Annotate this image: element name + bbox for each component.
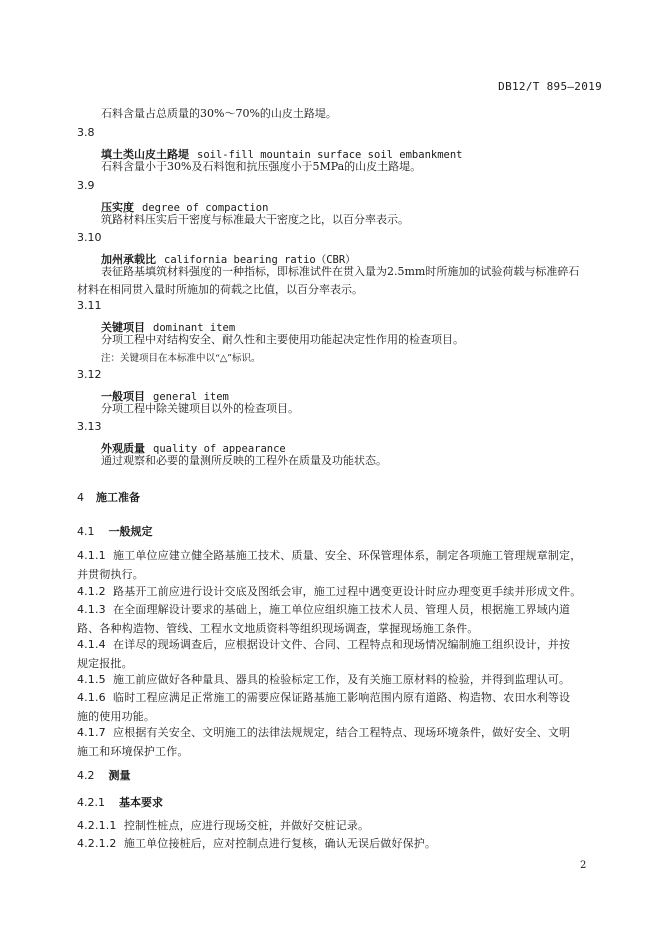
term-chinese: 加州承载比 [101, 253, 156, 266]
section-heading [77, 523, 153, 539]
clause [77, 671, 597, 690]
term-english: quality of appearance [153, 443, 286, 455]
clause-text: 控制性桩点，应进行现场交桩，并做好交桩记录。 [123, 819, 370, 832]
term-definition: 分项工程中对结构安全、耐久性和主要使用功能起决定性作用的检查项目。 [101, 333, 464, 346]
definition-continuation: 石料含量占总质量的30%～70%的山皮土路堤。 [101, 107, 337, 120]
clause-text-cont: 施的使用功能。 [77, 709, 156, 723]
clause [77, 583, 597, 602]
term-english: degree of compaction [142, 202, 269, 214]
term-chinese: 关键项目 [101, 321, 145, 334]
term-english: dominant item [153, 322, 236, 334]
term-number: 3.10 [77, 231, 102, 244]
clause-text: 应根据有关安全、文明施工的法律法规规定，结合工程特点、现场环境条件，做好安全、文明 [113, 726, 571, 739]
clause [77, 724, 597, 761]
term-english: soil-fill mountain surface soil embankment [197, 149, 463, 161]
clause-number: 4.1.5 [77, 673, 106, 686]
clause [77, 601, 597, 638]
clause-text: 路基开工前应进行设计交底及图纸会审，施工过程中遇变更设计时应办理变更手续并形成文件。 [113, 585, 582, 598]
document-code: DB12/T 895—2019 [498, 80, 602, 93]
clause-number: 4.1.6 [77, 691, 106, 704]
clause-text: 施工单位接桩后，应对控制点进行复核，确认无误后做好保护。 [123, 837, 437, 850]
term-chinese: 一般项目 [101, 390, 145, 403]
subsection-title: 基本要求 [119, 796, 163, 809]
chapter-heading [77, 489, 140, 505]
clause-text-cont: 施工和环境保护工作。 [77, 744, 189, 758]
clause-text-cont: 并贯彻执行。 [77, 567, 144, 581]
clause-number: 4.1.3 [77, 603, 106, 616]
section-title: 一般规定 [108, 525, 153, 538]
term-number: 3.13 [77, 420, 102, 433]
term-definition: 分项工程中除关键项目以外的检查项目。 [101, 402, 299, 415]
term-definition: 表征路基填筑材料强度的一种指标，即标准试件在贯入量为2.5mm时所施加的试验荷载与标准碎石 [101, 265, 580, 278]
page-number: 2 [580, 860, 587, 871]
section-number: 4.1 [77, 525, 95, 538]
term-definition-continuation: 材料在相同贯入量时所施加的荷载之比值，以百分率表示。 [77, 283, 363, 296]
clause-text-cont: 规定报批。 [77, 656, 133, 670]
term-note: 注：关键项目在本标准中以“△”标识。 [101, 353, 261, 364]
clause [77, 547, 597, 584]
clause [77, 817, 597, 836]
term-english: general item [153, 391, 229, 403]
clause-number: 4.2.1.1 [77, 819, 117, 832]
clause-text: 临时工程应满足正常施工的需要应保证路基施工影响范围内原有道路、构造物、农田水利等设 [113, 691, 571, 704]
term-number: 3.9 [77, 179, 95, 192]
clause-text-cont: 路、各种构造物、管线、工程水文地质资料等组织现场调查，掌握现场施工条件。 [77, 621, 479, 635]
clause-number: 4.1.1 [77, 549, 106, 562]
clause [77, 835, 597, 854]
term-chinese: 填土类山皮土路堤 [101, 148, 189, 161]
chapter-title: 施工准备 [96, 491, 140, 504]
clause-number: 4.1.7 [77, 726, 106, 739]
term-definition: 石料含量小于30%及石料饱和抗压强度小于5MPa的山皮土路堤。 [101, 160, 422, 173]
term-definition: 筑路材料压实后干密度与标准最大干密度之比，以百分率表示。 [101, 213, 409, 226]
section-title: 测量 [108, 769, 131, 782]
term-number: 3.12 [77, 368, 102, 381]
clause [77, 636, 597, 673]
clause-number: 4.1.4 [77, 638, 106, 651]
term-english: california bearing ratio（CBR） [164, 254, 356, 266]
clause [77, 689, 597, 726]
subsection-heading [77, 794, 163, 810]
term-number: 3.11 [77, 299, 102, 312]
clause-number: 4.1.2 [77, 585, 106, 598]
clause-number: 4.2.1.2 [77, 837, 117, 850]
term-definition: 通过观察和必要的量测所反映的工程外在质量及功能状态。 [101, 454, 387, 467]
section-heading [77, 767, 131, 783]
term-chinese: 外观质量 [101, 442, 145, 455]
clause-text: 施工单位应建立健全路基施工技术、质量、安全、环保管理体系，制定各项施工管理规章制定， [113, 549, 582, 562]
clause-text: 在详尽的现场调查后，应根据设计文件、合同、工程特点和现场情况编制施工组织设计，并按 [113, 638, 571, 651]
clause-text: 施工前应做好各种量具、器具的检验标定工作，及有关施工原材料的检验，并得到监理认可。 [113, 673, 571, 686]
chapter-number: 4 [77, 491, 84, 504]
clause-text: 在全面理解设计要求的基础上，施工单位应组织施工技术人员、管理人员，根据施工界域内道 [113, 603, 571, 616]
term-chinese: 压实度 [101, 201, 134, 214]
section-number: 4.2 [77, 769, 95, 782]
term-number: 3.8 [77, 126, 95, 139]
subsection-number: 4.2.1 [77, 796, 105, 809]
